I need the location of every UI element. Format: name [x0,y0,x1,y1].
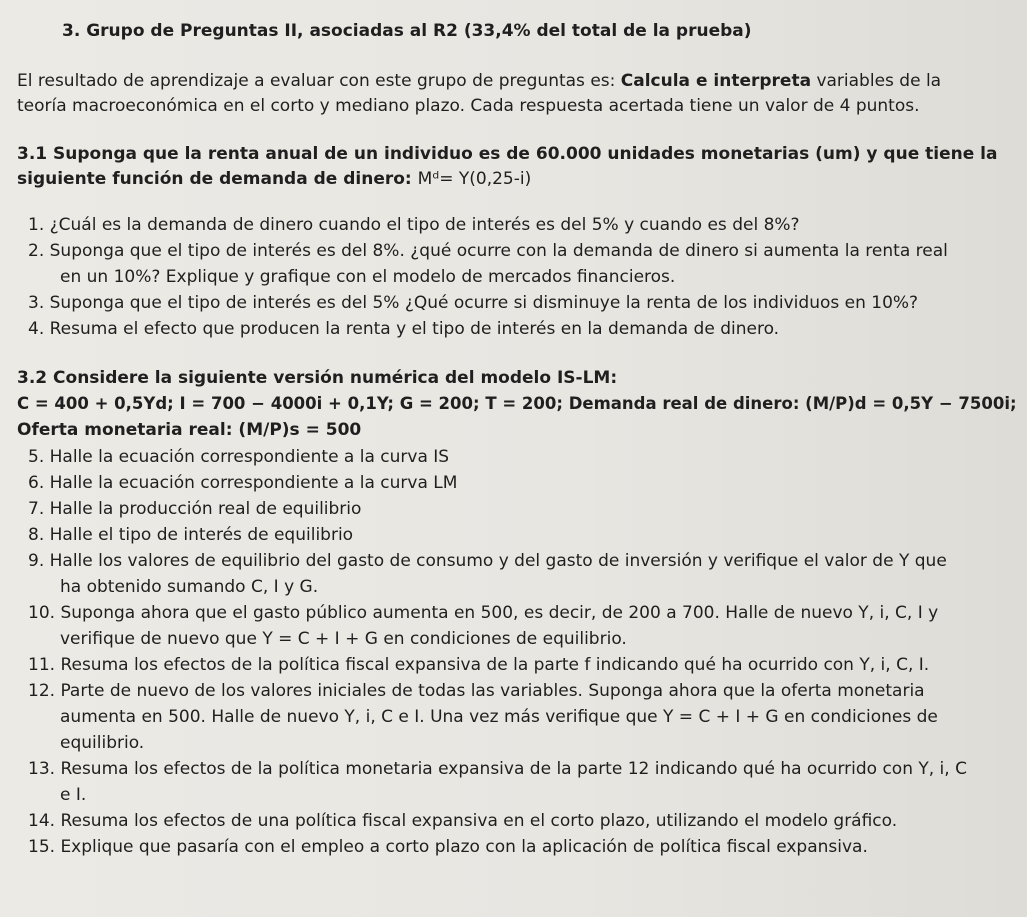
question-7: 7. Halle la producción real de equilibrio [28,499,362,519]
question-4: 4. Resuma el efecto que producen la renta y el tipo de interés en la demanda de dinero. [28,319,780,339]
question-10-line-1: 10. Suponga ahora que el gasto público aumenta en 500, es decir, de 200 a 700. Halle de nuevo Y, i, C, I y [28,603,939,623]
question-13-line-2: e I. [60,785,87,805]
question-12-line-3: equilibrio. [60,733,145,753]
section-3-2-equations: C = 400 + 0,5Yd; I = 700 − 4000i + 0,1Y; G = 200; T = 200; Demanda real de dinero: (M/P)d = 0,5Y − 7500i; [17,394,1017,413]
question-5: 5. Halle la ecuación correspondiente a la curva IS [28,447,450,467]
question-12-line-1: 12. Parte de nuevo de los valores iniciales de todas las variables. Suponga ahora que la oferta monetaria [28,681,925,701]
section-3-1-line-1: 3.1 Suponga que la renta anual de un individuo es de 60.000 unidades monetarias (um) y que tiene la [17,144,998,164]
question-14: 14. Resuma los efectos de una política fiscal expansiva en el corto plazo, utilizando el modelo gráfico. [28,811,898,831]
section-3-2-line-1: 3.2 Considere la siguiente versión numérica del modelo IS-LM: [17,368,618,388]
question-13-line-1: 13. Resuma los efectos de la política monetaria expansiva de la parte 12 indicando qué ha ocurrido con Y, i, C [28,759,967,779]
question-12-line-2: aumenta en 500. Halle de nuevo Y, i, C e I. Una vez más verifique que Y = C + I + G en condiciones de [60,707,938,727]
question-10-line-2: verifique de nuevo que Y = C + I + G en condiciones de equilibrio. [60,629,627,649]
question-9-line-1: 9. Halle los valores de equilibrio del gasto de consumo y del gasto de inversión y verifique el valor de Y que [28,551,947,571]
intro-text-a: El resultado de aprendizaje a evaluar con este grupo de preguntas es: [17,71,621,91]
intro-line-1 [17,70,941,92]
section-3-2-money-supply: Oferta monetaria real: (M/P)s = 500 [17,420,362,440]
section-3-1-line-2 [17,168,531,190]
question-3: 3. Suponga que el tipo de interés es del 5% ¿Qué ocurre si disminuye la renta de los individuos en 10%? [28,293,919,313]
question-9-line-2: ha obtenido sumando C, I y G. [60,577,319,597]
question-15: 15. Explique que pasaría con el empleo a corto plazo con la aplicación de política fiscal expansiva. [28,837,868,857]
intro-text-c: variables de la [811,71,942,91]
question-1: 1. ¿Cuál es la demanda de dinero cuando el tipo de interés es del 5% y cuando es del 8%? [28,215,800,235]
question-2-line-2: en un 10%? Explique y grafique con el modelo de mercados financieros. [60,267,676,287]
question-8: 8. Halle el tipo de interés de equilibrio [28,525,354,545]
intro-line-2: teoría macroeconómica en el corto y mediano plazo. Cada respuesta acertada tiene un valor de 4 puntos. [17,96,920,116]
question-6: 6. Halle la ecuación correspondiente a la curva LM [28,473,458,493]
intro-text-bold: Calcula e interpreta [620,71,812,91]
money-demand-formula: Mᵈ= Y(0,25-i) [417,169,532,189]
section-heading: 3. Grupo de Preguntas II, asociadas al R2 (33,4% del total de la prueba) [62,21,752,41]
question-11: 11. Resuma los efectos de la política fiscal expansiva de la parte f indicando qué ha ocurrido con Y, i, C, I. [28,655,930,675]
question-2-line-1: 2. Suponga que el tipo de interés es del 8%. ¿qué ocurre con la demanda de dinero si aumenta la renta real [28,241,948,261]
section-3-1-text: siguiente función de demanda de dinero: [17,169,418,189]
